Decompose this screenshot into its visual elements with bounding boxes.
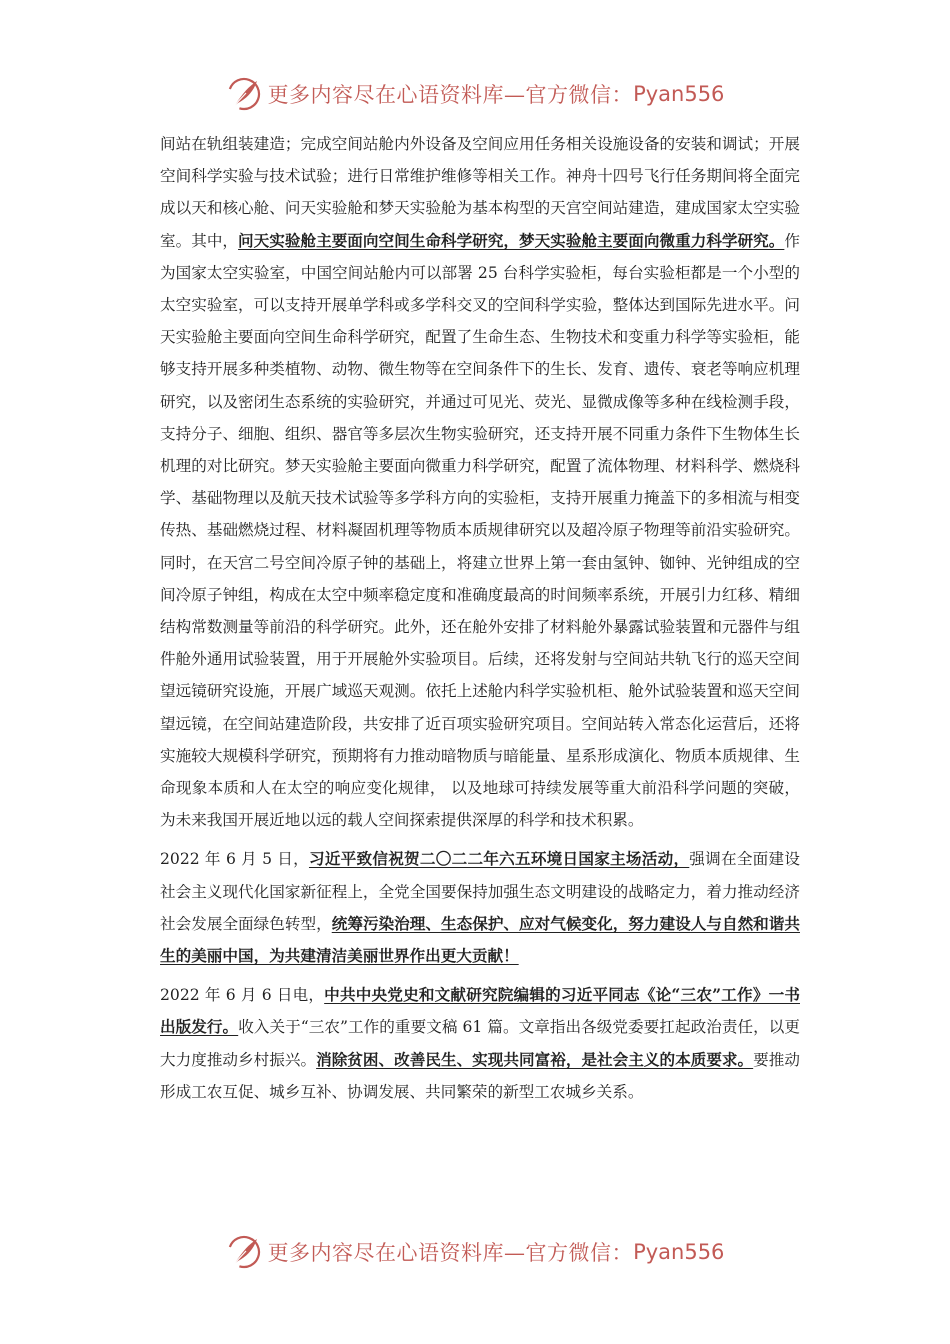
watermark-account: Pyan556 <box>633 82 725 106</box>
header-watermark <box>0 72 950 116</box>
quill-logo-icon <box>226 76 262 112</box>
text-run: 作为国家太空实验室，中国空间站舱内可以部署 25 台科学实验柜，每台实验柜都是一个小型的太空实验室，可以支持开展单学科或多学科交叉的空间科学实验，整体达到国际先进水平。问天实验舱主要面向空间生命科学研究，配置了生命生态、生物技术和变重力科学等实验柜，能够支持开展多种类植物、动物、微生物等在空间条件下的生长、发育、遗传、衰老等响应机理研究，以及密闭生态系统的实验研究，并通过可见光、荧光、显微成像等多种在线检测手段，支持分子、细胞、组织、器官等多层次生物实验研究，还支持开展不同重力条件下生物体生长机理的对比研究。梦天实验舱主要面向微重力科学研究，配置了流体物理、材料科学、燃烧科学、基础物理以及航天技术试验等多学科方向的实验柜，支持开展重力掩盖下的多相流与相变传热、基础燃烧过程、材料凝固机理等物质本质规律研究以及超冷原子物理等前沿实验研究。同时，在天宫二号空间冷原子钟的基础上，将建立世界上第一套由氢钟、铷钟、光钟组成的空间冷原子钟组，构成在太空中频率稳定度和准确度最高的时间频率系统，开展引力红移、精细结构常数测量等前沿的科学研究。此外，还在舱外安排了材料舱外暴露试验装置和元器件与组件舱外通用试验装置，用于开展舱外实验项目。后续，还将发射与空间站共轨飞行的巡天空间望远镜研究设施，开展广域巡天观测。依托上述舱内科学实验机柜、舱外试验装置和巡天空间望远镜，在空间站建造阶段，共安排了近百项实验研究项目。空间站转入常态化运营后，还将实施较大规模科学研究，预期将有力推动暗物质与暗能量、星系形成演化、物质本质规律、生命现象本质和人在太空的响应变化规律， 以及地球可持续发展等重大前沿科学问题的突破，为未来我国开展近地以远的载人空间探索提供深厚的科学和技术积累。 <box>160 231 800 830</box>
watermark-text: 更多内容尽在心语资料库—官方微信： <box>267 1241 634 1265</box>
emphasis-run: 问天实验舱主要面向空间生命科学研究，梦天实验舱主要面向微重力科学研究。 <box>238 230 785 250</box>
emphasis-run: 统筹污染治理、生态保护、应对气候变化，努力建设人与自然和谐共生的美丽中国，为共建清洁美丽世界作出更大贡献！ <box>160 913 800 966</box>
footer-watermark <box>0 1230 950 1274</box>
emphasis-run: 中共中央党史和文献研究院编辑的习近平同志《论“三农”工作》一书出版发行。 <box>160 985 800 1037</box>
text-run: 要推动形成工农互促、城乡互补、协调发展、共同繁荣的新型工农城乡关系。 <box>160 1050 800 1101</box>
text-run: 2022 年 6 月 5 日， <box>160 850 309 869</box>
text-run: 间站在轨组装建造；完成空间站舱内外设备及空间应用任务相关设施设备的安装和调试；开展空间科学实验与技术试验；进行日常维护维修等相关工作。神舟十四号飞行任务期间将全面完成以天和核心舱、问天实验舱和梦天实验舱为基本构型的天宫空间站建造，建成国家太空实验室。其中， <box>160 135 800 250</box>
watermark-account: Pyan556 <box>633 1240 725 1264</box>
emphasis-run: 习近平致信祝贺二〇二二年六五环境日国家主场活动， <box>308 849 690 869</box>
watermark-text: 更多内容尽在心语资料库—官方微信： <box>267 83 634 107</box>
quill-logo-icon <box>226 1234 262 1270</box>
text-run: 收入关于“三农”工作的重要文稿 61 篇。文章指出各级党委要扛起政治责任，以更大力度推动乡村振兴。 <box>160 1018 800 1069</box>
paragraph-space-station <box>160 128 800 836</box>
paragraph-environment-day <box>160 843 800 972</box>
emphasis-run: 消除贫困、改善民生、实现共同富裕，是社会主义的本质要求。 <box>316 1049 754 1069</box>
text-run: 强调在全面建设社会主义现代化国家新征程上，全党全国要保持加强生态文明建设的战略定力，着力推动经济社会发展全面绿色转型， <box>160 850 800 933</box>
text-run: 2022 年 6 月 6 日电， <box>160 986 325 1005</box>
article-body <box>160 128 800 1108</box>
paragraph-sannong-book <box>160 979 800 1108</box>
